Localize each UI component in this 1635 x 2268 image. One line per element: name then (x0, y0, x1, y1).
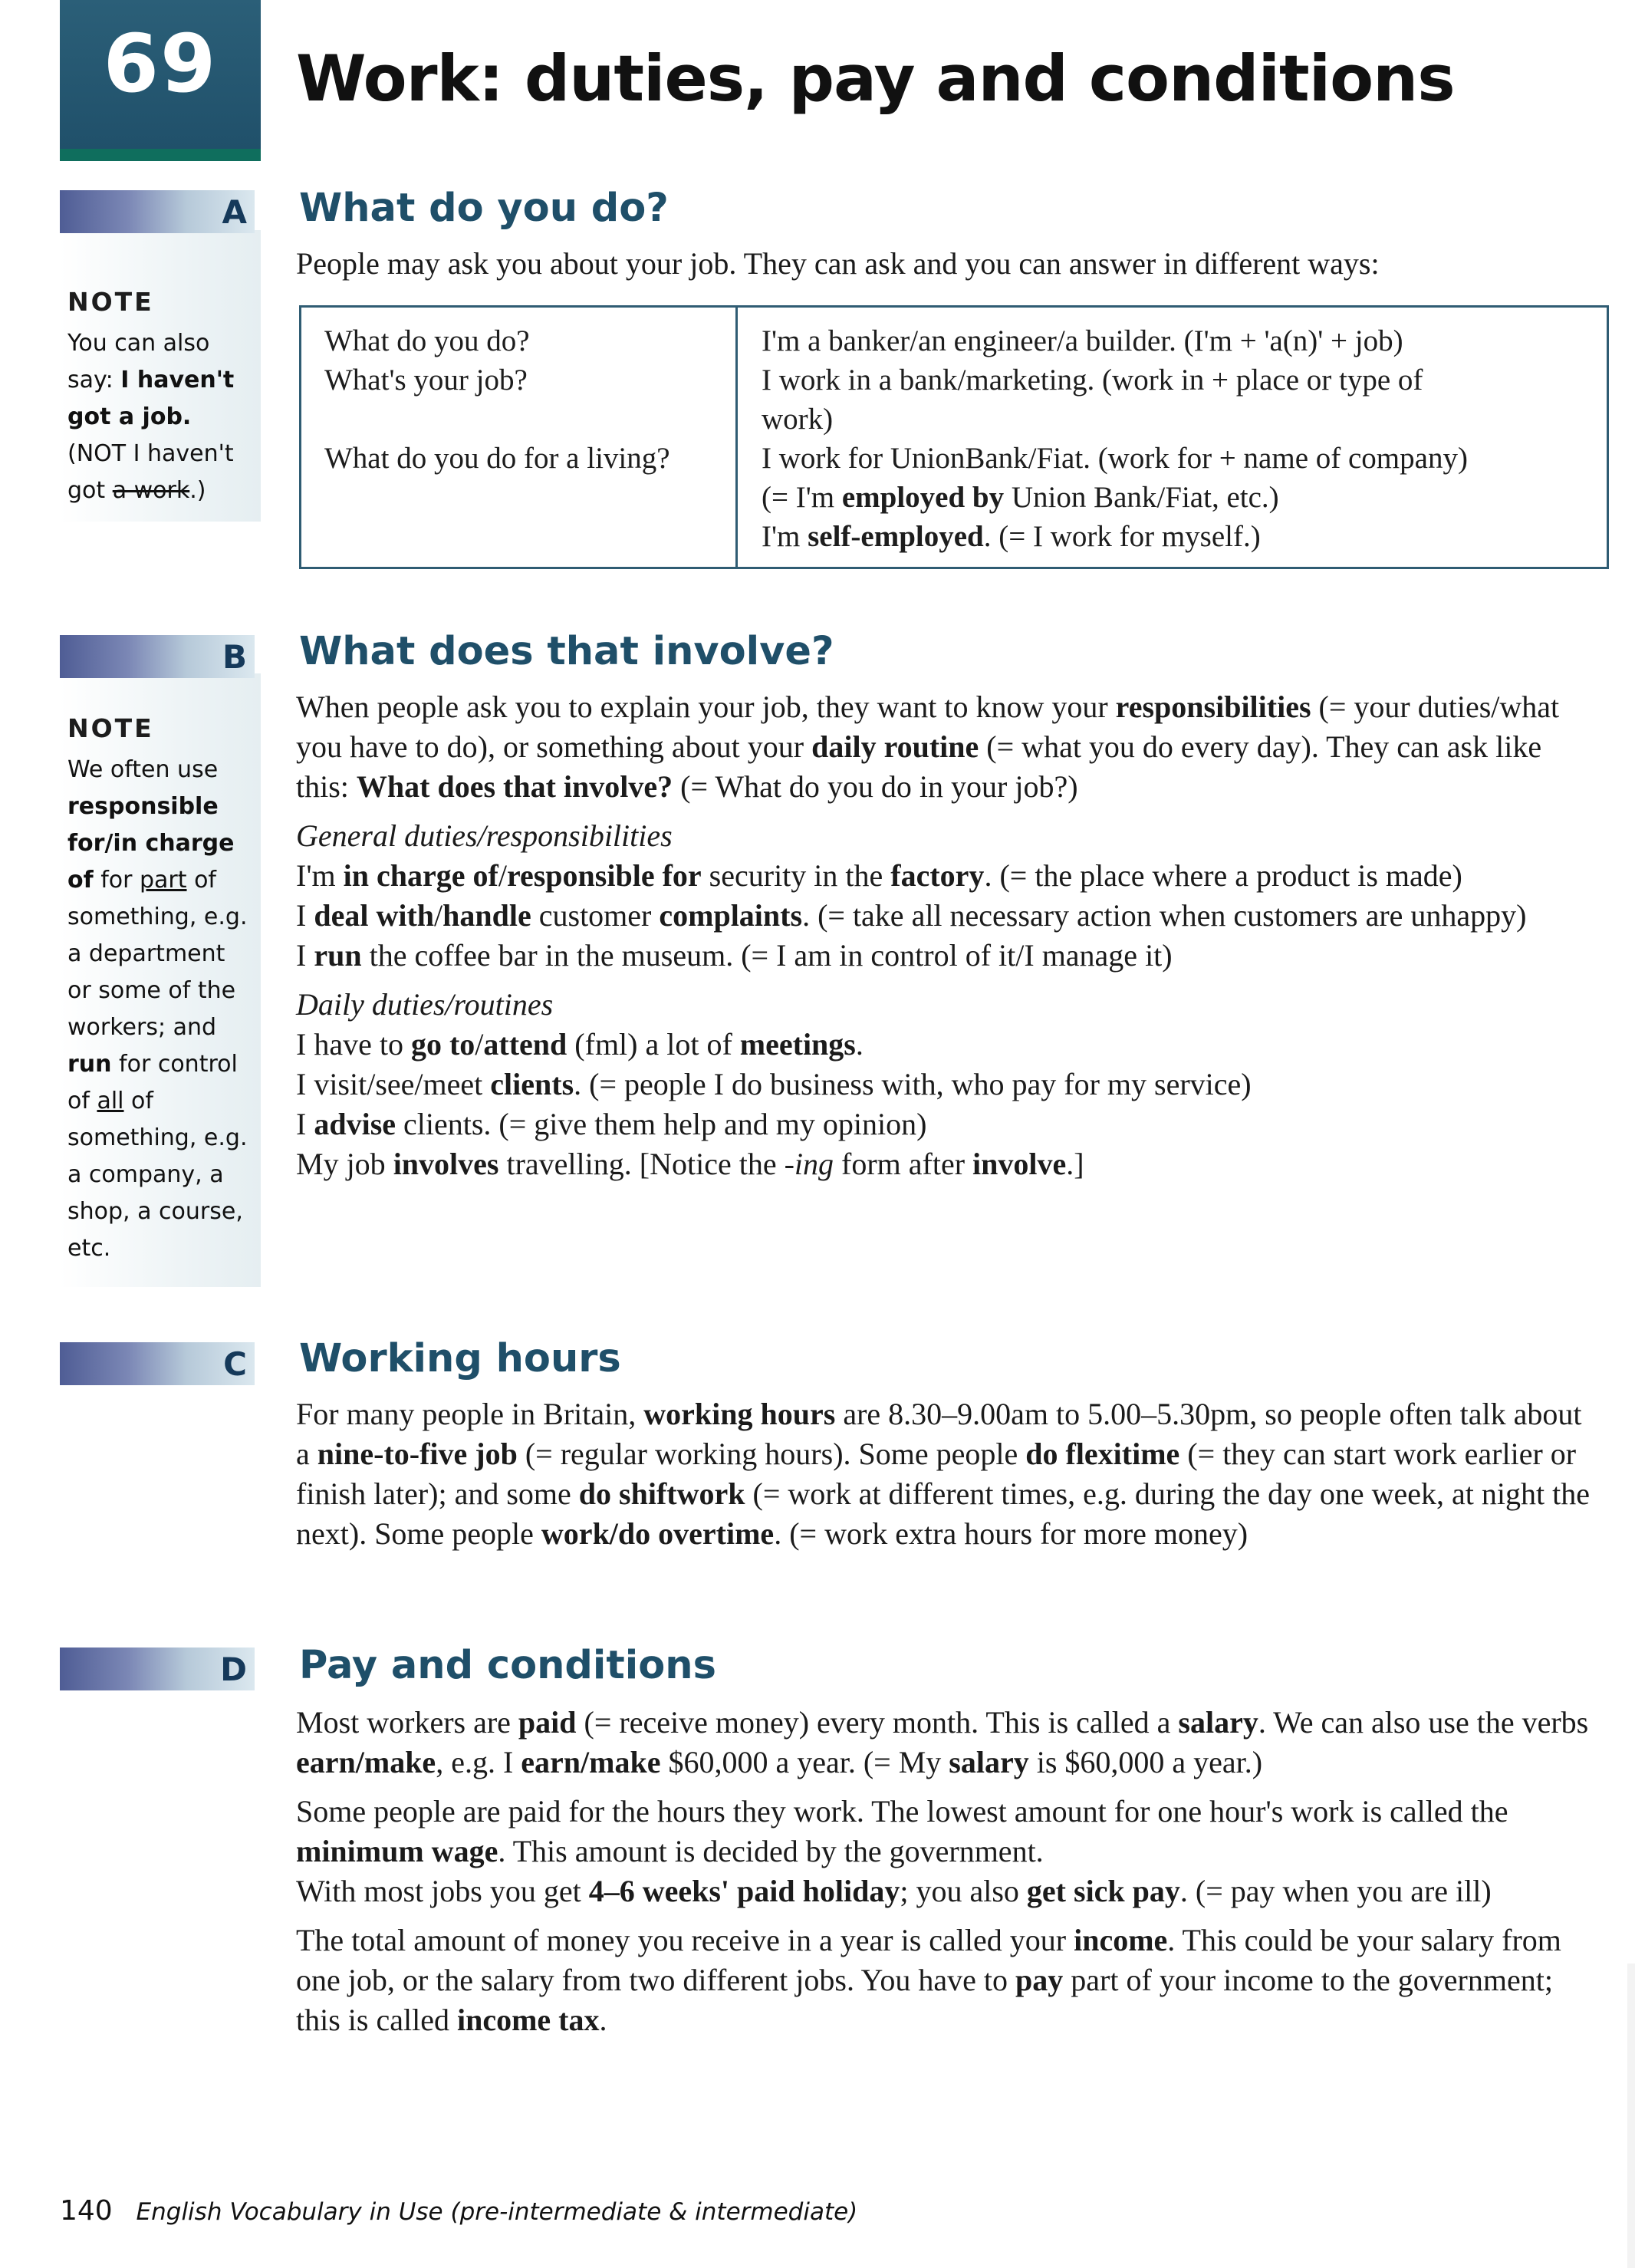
table-answer: I work in a bank/marketing. (work in + place or type of (762, 364, 1423, 397)
general-duty-example: I deal with/handle customer complaints. (= take all necessary action when customers are unhappy) (296, 898, 1527, 933)
table-questions (324, 321, 670, 478)
working-hours-text: For many people in Britain, working hours are 8.30–9.00am to 5.00–5.30pm, so people often talk about a nine-to-five job (= regular working hours). Some people do flexitime (= they can start work earlier or finish later); and some do shiftwork (= work at different times, e.g. during the day one week, at night the next). Some people work/do overtime. (= work extra hours for more money) (296, 1397, 1591, 1551)
note-a-label: NOTE (67, 287, 154, 317)
table-divider (735, 308, 738, 567)
daily-duty-example: I advise clients. (= give them help and my opinion) (296, 1107, 927, 1141)
note-b-line: of all of (67, 1088, 153, 1114)
note-b-line: something, e.g. (67, 1124, 248, 1151)
table-question: What's your job? (324, 364, 528, 397)
note-b-line: of for part of (67, 867, 216, 894)
table-question: What do you do? (324, 324, 530, 357)
section-letter-c: C (223, 1345, 247, 1383)
note-b-line: or some of the (67, 977, 236, 1004)
note-b-line: responsible (67, 793, 219, 820)
section-a-intro-text: People may ask you about your job. They can ask and you can answer in different ways: (296, 246, 1380, 281)
unit-badge (60, 0, 261, 161)
section-b-intro: When people ask you to explain your job, they want to know your responsibilities (= your duties/what you have to do), or something about your daily routine (= what you do every day). They can ask like this: What does that involve? (= What do you do in your job?) (296, 690, 1560, 804)
section-heading-c: Working hours (299, 1336, 621, 1381)
general-duty-example: I'm in charge of/responsible for security in the factory. (= the place where a product is made) (296, 858, 1462, 893)
note-a (67, 284, 259, 509)
general-duty-example: I run the coffee bar in the museum. (= I am in control of it/I manage it) (296, 938, 1173, 973)
section-letter-b: B (222, 638, 247, 676)
section-heading-d: Pay and conditions (299, 1643, 716, 1688)
section-tab-b (60, 635, 255, 678)
note-b-label: NOTE (67, 713, 154, 743)
note-a-line: You can also (67, 330, 210, 357)
book-title: English Vocabulary in Use (pre-intermediate & intermediate) (136, 2198, 858, 2226)
note-a-line: (NOT I haven't (67, 440, 234, 467)
table-question: What do you do for a living? (324, 442, 670, 475)
pay-paragraph: The total amount of money you receive in a year is called your income. This could be your salary from one job, or the salary from two different jobs. You have to pay part of your income to the government; this is called income tax. (296, 1923, 1561, 2037)
note-b-line: something, e.g. (67, 904, 248, 930)
section-letter-a: A (222, 193, 247, 231)
note-b-line: for/in charge (67, 830, 235, 857)
note-b-line: a company, a (67, 1161, 224, 1188)
table-answer: I'm a banker/an engineer/a builder. (I'm + 'a(n)' + job) (762, 324, 1403, 357)
pay-paragraph: Some people are paid for the hours they work. The lowest amount for one hour's work is called the minimum wage. This amount is decided by the government. (296, 1794, 1508, 1868)
table-answer: work) (762, 403, 834, 436)
daily-duty-example: I have to go to/attend (fml) a lot of meetings. (296, 1027, 864, 1062)
section-a-intro (296, 244, 1600, 284)
note-b-line: a department (67, 940, 225, 967)
note-b-line: We often use (67, 756, 219, 783)
section-b-body (296, 687, 1600, 1184)
unit-badge-bar (60, 149, 261, 161)
page-edge (1627, 1964, 1635, 2268)
page-title: Work: duties, pay and conditions (296, 41, 1455, 116)
job-question-table (299, 305, 1609, 569)
note-b-line: workers; and (67, 1014, 217, 1041)
daily-duties-heading: Daily duties/routines (296, 987, 554, 1022)
table-answer: (= I'm employed by Union Bank/Fiat, etc.) (762, 481, 1279, 514)
section-tab-a (60, 190, 255, 233)
section-heading-a: What do you do? (299, 186, 669, 231)
daily-duty-example: My job involves travelling. [Notice the -ing form after involve.] (296, 1147, 1084, 1181)
table-answer: I work for UnionBank/Fiat. (work for + name of company) (762, 442, 1468, 475)
note-b-line: shop, a course, (67, 1198, 243, 1225)
page-footer (60, 2195, 857, 2227)
page-number: 140 (60, 2195, 113, 2227)
section-c-body (296, 1394, 1600, 1554)
table-answer: I'm self-employed. (= I work for myself.) (762, 520, 1261, 553)
note-a-line: say: I haven't (67, 367, 235, 393)
note-a-line: got a work.) (67, 477, 206, 504)
pay-paragraph: Most workers are paid (= receive money) every month. This is called a salary. We can also use the verbs earn/make, e.g. I earn/make $60,000 a year. (= My salary is $60,000 a year.) (296, 1705, 1589, 1779)
note-b (67, 710, 259, 1267)
section-tab-c (60, 1342, 255, 1385)
unit-number: 69 (103, 17, 218, 110)
note-b-line: run for control (67, 1051, 238, 1078)
section-letter-d: D (220, 1651, 247, 1688)
daily-duty-example: I visit/see/meet clients. (= people I do business with, who pay for my service) (296, 1067, 1252, 1101)
pay-paragraph: With most jobs you get 4–6 weeks' paid holiday; you also get sick pay. (= pay when you are ill) (296, 1874, 1492, 1908)
table-answers (762, 321, 1590, 556)
section-heading-b: What does that involve? (299, 629, 834, 674)
section-tab-d (60, 1648, 255, 1690)
note-a-line: got a job. (67, 403, 192, 430)
section-d-body (296, 1703, 1600, 2040)
note-b-line: etc. (67, 1235, 111, 1262)
general-duties-heading: General duties/responsibilities (296, 818, 673, 853)
